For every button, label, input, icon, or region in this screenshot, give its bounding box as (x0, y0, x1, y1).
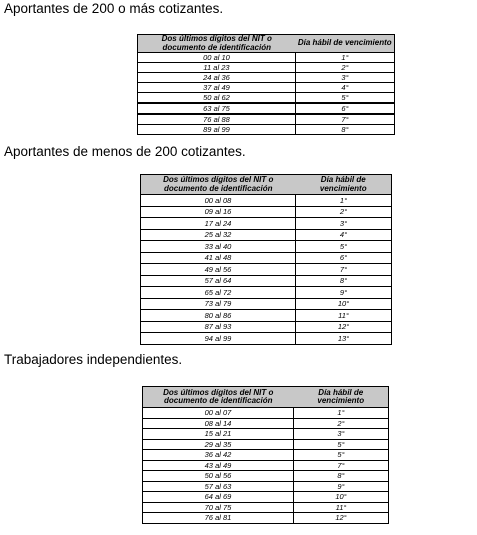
nit-table (140, 174, 392, 345)
due-day-cell: 6° (296, 103, 395, 114)
due-day-cell: 3° (296, 73, 395, 83)
table-row (138, 103, 395, 114)
due-day-cell: 1° (296, 195, 392, 207)
table-row (138, 83, 395, 93)
due-day-cell: 9° (294, 481, 389, 492)
due-day-cell: 13° (296, 333, 392, 345)
table-row (143, 481, 389, 492)
due-day-cell: 11° (296, 310, 392, 322)
table-row (138, 93, 395, 104)
nit-range-cell: 24 al 36 (138, 73, 296, 83)
nit-table (137, 34, 395, 135)
table-row (141, 241, 392, 253)
nit-range-cell: 00 al 08 (141, 195, 296, 207)
due-day-cell: 10° (294, 492, 389, 503)
nit-range-cell: 37 al 49 (138, 83, 296, 93)
due-day-cell: 5° (296, 93, 395, 104)
due-day-cell: 2° (294, 418, 389, 429)
nit-range-cell: 57 al 63 (143, 481, 294, 492)
due-day-cell: 2° (296, 63, 395, 73)
table-header-row (138, 35, 395, 53)
due-day-cell: 5° (294, 450, 389, 461)
table-row (138, 125, 395, 135)
table-row (143, 513, 389, 524)
nit-range-cell: 76 al 88 (138, 114, 296, 125)
table-row (143, 450, 389, 461)
nit-range-cell: 29 al 35 (143, 439, 294, 450)
column-header-nit: Dos últimos dígitos del NIT o documento de identificación (141, 175, 296, 195)
due-day-cell: 12° (294, 513, 389, 524)
due-day-cell: 4° (296, 229, 392, 241)
due-day-cell: 1° (296, 53, 395, 63)
section-title: Trabajadores independientes. (4, 352, 183, 367)
table-row (143, 502, 389, 513)
nit-range-cell: 73 al 79 (141, 298, 296, 310)
table-row (141, 218, 392, 230)
nit-range-cell: 11 al 23 (138, 63, 296, 73)
table-row (143, 418, 389, 429)
due-day-cell: 7° (296, 114, 395, 125)
nit-range-cell: 33 al 40 (141, 241, 296, 253)
nit-range-cell: 25 al 32 (141, 229, 296, 241)
table-row (138, 73, 395, 83)
due-day-cell: 8° (294, 471, 389, 482)
table-row (141, 287, 392, 299)
nit-range-cell: 49 al 56 (141, 264, 296, 276)
table-row (138, 114, 395, 125)
column-header-nit: Dos últimos dígitos del NIT o documento de identificación (138, 35, 296, 53)
nit-range-cell: 00 al 07 (143, 408, 294, 419)
table-row (141, 298, 392, 310)
column-header-day: Día hábil de vencimiento (296, 35, 395, 53)
table-row (141, 321, 392, 333)
nit-range-cell: 76 al 81 (143, 513, 294, 524)
due-day-cell: 7° (294, 460, 389, 471)
due-day-cell: 5° (294, 439, 389, 450)
due-day-cell: 10° (296, 298, 392, 310)
table-row (138, 63, 395, 73)
table-row (143, 408, 389, 419)
nit-range-cell: 64 al 69 (143, 492, 294, 503)
due-day-cell: 4° (296, 83, 395, 93)
table-header-row (141, 175, 392, 195)
nit-range-cell: 94 al 99 (141, 333, 296, 345)
nit-range-cell: 08 al 14 (143, 418, 294, 429)
table-row (143, 471, 389, 482)
table-header-row (143, 387, 389, 408)
nit-range-cell: 17 al 24 (141, 218, 296, 230)
table-row (138, 53, 395, 63)
table-row (141, 275, 392, 287)
column-header-day: Día hábil de vencimiento (296, 175, 392, 195)
due-day-cell: 8° (296, 125, 395, 135)
due-day-cell: 7° (296, 264, 392, 276)
nit-table (142, 386, 389, 524)
table-row (143, 460, 389, 471)
due-day-cell: 8° (296, 275, 392, 287)
nit-range-cell: 50 al 62 (138, 93, 296, 104)
table-row (143, 429, 389, 440)
due-day-cell: 2° (296, 206, 392, 218)
due-day-cell: 9° (296, 287, 392, 299)
due-day-cell: 3° (294, 429, 389, 440)
nit-range-cell: 43 al 49 (143, 460, 294, 471)
due-day-cell: 3° (296, 218, 392, 230)
nit-range-cell: 00 al 10 (138, 53, 296, 63)
column-header-nit: Dos últimos dígitos del NIT o documento de identificación (143, 387, 294, 408)
nit-range-cell: 87 al 93 (141, 321, 296, 333)
nit-range-cell: 89 al 99 (138, 125, 296, 135)
table-row (143, 439, 389, 450)
table-row (141, 264, 392, 276)
table-row (143, 492, 389, 503)
table-row (141, 333, 392, 345)
nit-range-cell: 09 al 16 (141, 206, 296, 218)
due-day-cell: 11° (294, 502, 389, 513)
column-header-day: Día hábil de vencimiento (294, 387, 389, 408)
nit-range-cell: 63 al 75 (138, 103, 296, 114)
due-day-cell: 12° (296, 321, 392, 333)
table-row (141, 195, 392, 207)
nit-range-cell: 70 al 75 (143, 502, 294, 513)
nit-range-cell: 36 al 42 (143, 450, 294, 461)
due-day-cell: 1° (294, 408, 389, 419)
table-row (141, 206, 392, 218)
table-row (141, 252, 392, 264)
table-row (141, 229, 392, 241)
nit-range-cell: 65 al 72 (141, 287, 296, 299)
due-day-cell: 5° (296, 241, 392, 253)
nit-range-cell: 80 al 86 (141, 310, 296, 322)
nit-range-cell: 15 al 21 (143, 429, 294, 440)
table-row (141, 310, 392, 322)
nit-range-cell: 41 al 48 (141, 252, 296, 264)
section-title: Aportantes de menos de 200 cotizantes. (4, 144, 246, 159)
nit-range-cell: 57 al 64 (141, 275, 296, 287)
nit-range-cell: 50 al 56 (143, 471, 294, 482)
section-title: Aportantes de 200 o más cotizantes. (4, 1, 224, 16)
due-day-cell: 6° (296, 252, 392, 264)
